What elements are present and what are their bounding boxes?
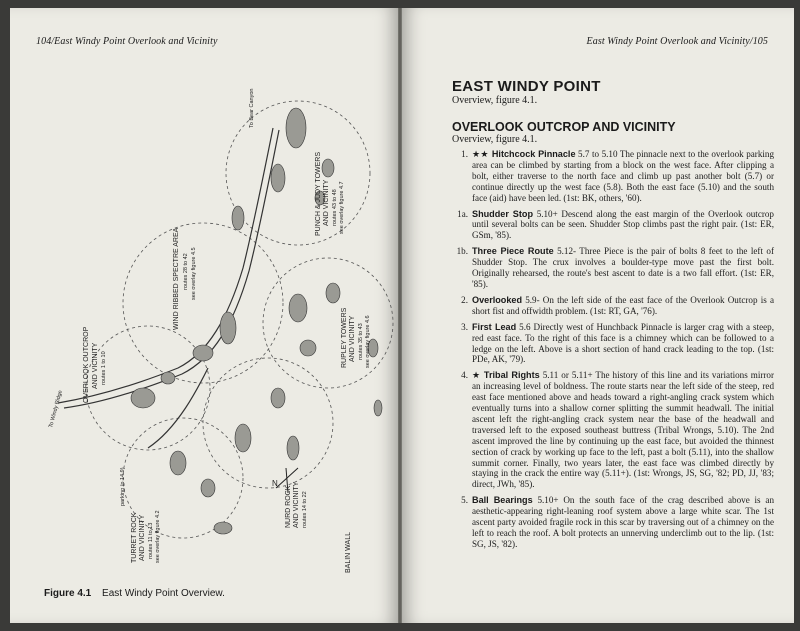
label-rupley-routes: routes 35 to 43 — [358, 323, 364, 360]
route-name: Three Piece Route — [472, 246, 554, 257]
route-name: Shudder Stop — [472, 208, 534, 219]
route-list — [452, 149, 774, 550]
rock — [287, 436, 299, 460]
section-subtitle: Overview, figure 4.1. — [452, 95, 538, 106]
overlook-boundary — [86, 326, 210, 450]
overview-map — [28, 68, 398, 578]
route-description: 5.7 to 5.10 The pinnacle next to the overlook parking area can be climbed by starting from a block on the west face. After clipping a bolt, either traverse to the north face and climb up past another bolt (5.7) or continue directly up the west face (5.8). Both the east face (5.10) and the south face (aid) have been led. (1st: BK, others, '60). — [472, 149, 775, 203]
rock — [131, 388, 155, 408]
label-rupley-overlay: see overlay figure 4.6 — [365, 315, 371, 368]
route-description: 5.6 Directly west of Hunchback Pinnacle is larger crag with a steep, red east face. To the right of this face is a chimney which can be followed to a ledge on the left. Above is a short section of hand crack leading to the top. (1st: PDe, AK, '79). — [472, 321, 774, 365]
rock — [170, 451, 186, 475]
route-number: 1a. — [457, 208, 468, 219]
route-description: 5.10+ On the south face of the crag described above is an aesthetic-appearing right-leaning roof system above a large white scar. The 1st ascent party avoided fragile rock in this scar by traversing out of a chimney on the left to reach the roof. A bolt protects an unnerving underclimb out to the lip. (1st: SG, JS, '82). — [472, 495, 774, 549]
left-running-head: 104/East Windy Point Overlook and Vicinity — [36, 36, 218, 47]
route-description: 5.9- On the left side of the east face of the Overlook Outcrop is a short fist and offwidth problem. (1st: RT, GA, '76). — [472, 294, 774, 316]
label-nurd: NURD ROCK — [285, 485, 292, 528]
route-entry — [452, 370, 774, 490]
route-number: 5. — [461, 495, 468, 506]
label-punch-judy-overlay: see overlay figure 4.7 — [339, 181, 345, 234]
label-punch-judy: PUNCH & JUDY TOWERS — [315, 151, 322, 236]
rock — [322, 159, 334, 177]
route-entry — [452, 209, 774, 242]
caption-text: East Windy Point Overview. — [102, 588, 225, 599]
rock — [300, 340, 316, 356]
route-number: 1b. — [456, 246, 468, 257]
label-nurd-routes: routes 14 to 22 — [302, 491, 308, 528]
route-entry — [452, 495, 774, 550]
label-wind-ribbed-overlay: see overlay figure 4.5 — [191, 247, 197, 300]
label-wind-ribbed: WIND RIBBED SPECTRE AREA — [173, 227, 180, 330]
route-number: 1. — [461, 149, 468, 159]
subsection-title: OVERLOOK OUTCROP AND VICINITY — [452, 120, 676, 134]
label-turret-overlay: see overlay figure 4.2 — [155, 510, 161, 563]
route-number: 2. — [461, 294, 468, 305]
route-name: Tribal Rights — [483, 370, 540, 381]
label-overlook-routes: routes 1 to 10 — [101, 351, 107, 385]
route-description: 5.12- Three Piece is the pair of bolts 8 feet to the left of Shudder Stop. The crux involves a boulder-type move past the first bolt. Originally rehearsed, the route's best ascent to date is a two fall effort. (1st: ER, '85). — [472, 246, 774, 289]
rupley-boundary — [263, 258, 393, 388]
road-main — [58, 128, 273, 403]
figure-caption — [44, 588, 225, 599]
nurd-boundary — [203, 358, 333, 488]
rock — [286, 108, 306, 148]
label-nurd-vicinity: AND VICINITY — [293, 481, 300, 528]
rock — [326, 283, 340, 303]
north-label: N — [272, 479, 278, 488]
route-name: Ball Bearings — [472, 495, 533, 506]
route-number: 3. — [461, 321, 468, 332]
label-overlook-vicinity: AND VICINITY — [92, 342, 99, 389]
right-running-head: East Windy Point Overlook and Vicinity/105 — [586, 36, 768, 47]
left-page — [10, 8, 398, 623]
route-name: Hitchcock Pinnacle — [491, 149, 576, 159]
rock — [289, 294, 307, 322]
label-balin: BALIN WALL — [345, 532, 352, 573]
rock — [193, 345, 213, 361]
route-description: 5.11 or 5.11+ The history of this line and its variations mirror an increasing level of boldness. The route starts near the left side of the steep, red east face mentioned above and heads toward a right-angling crack system which eventually turns into a shallow corner splitting the summit headwall. The initial ascent left the right-angling crack system near the base of the headwall and traversed left to the exposed southeast buttress (Tribal Wrongs, 5.10). The 2nd ascent improved the line by continuing up the east face, but avoided the thinnest section of crack by working up face to the left, past a bolt (5.11), into the shallow summit corner. Finally, two years later, the east face was climbed directly by staying in the crack the entire way (5.11+). (1st: Wrongs, JS, SG, '82; PD, JJ, '83; direct, JWh, '85). — [472, 370, 774, 490]
rock — [374, 400, 382, 416]
label-punch-judy-routes: routes 43 to 48 — [332, 189, 338, 226]
section-title: EAST WINDY POINT — [452, 78, 601, 95]
label-parking: parking (p 14.9) — [120, 467, 126, 506]
map-drawing — [28, 68, 398, 578]
route-entry — [452, 149, 774, 204]
rock — [232, 206, 244, 230]
route-stars: ★ — [472, 370, 481, 381]
right-page — [402, 8, 794, 623]
label-to-bear-canyon: To Bear Canyon — [249, 88, 255, 128]
label-rupley-vicinity: AND VICINITY — [349, 315, 356, 362]
route-entry — [452, 322, 774, 366]
rock — [201, 479, 215, 497]
label-turret-routes: routes 11 to 13 — [148, 522, 154, 559]
label-punch-judy-vicinity: AND VICINITY — [323, 179, 330, 226]
caption-label: Figure 4.1 — [44, 588, 92, 599]
label-turret-vicinity: AND VICINITY — [139, 514, 146, 561]
subsection-subtitle: Overview, figure 4.1. — [452, 134, 538, 145]
rock — [214, 522, 232, 534]
trail-1 — [148, 368, 208, 448]
rock — [161, 372, 175, 384]
label-wind-ribbed-routes: routes 28 to 42 — [183, 253, 189, 290]
route-name: Overlooked — [472, 294, 523, 305]
route-stars: ★★ — [472, 149, 489, 159]
label-rupley: RUPLEY TOWERS — [341, 307, 348, 368]
label-to-windy-ridge: To Windy Ridge — [48, 389, 64, 429]
rock — [235, 424, 251, 452]
label-turret: TURRET ROCK — [131, 512, 138, 563]
route-name: First Lead — [472, 321, 517, 332]
rock — [271, 164, 285, 192]
route-entry — [452, 246, 774, 290]
route-entry — [452, 295, 774, 317]
rock — [271, 388, 285, 408]
route-number: 4. — [461, 370, 468, 381]
route-description: 5.10+ Descend along the east margin of the Overlook outcrop until several bolts can be seen. Shudder Stop climbs past the right pair. (1st: ER, GSm, '85). — [472, 208, 774, 241]
guidebook-content — [452, 78, 774, 555]
rock — [220, 312, 236, 344]
label-overlook: OVERLOOK OUTCROP — [83, 326, 90, 403]
